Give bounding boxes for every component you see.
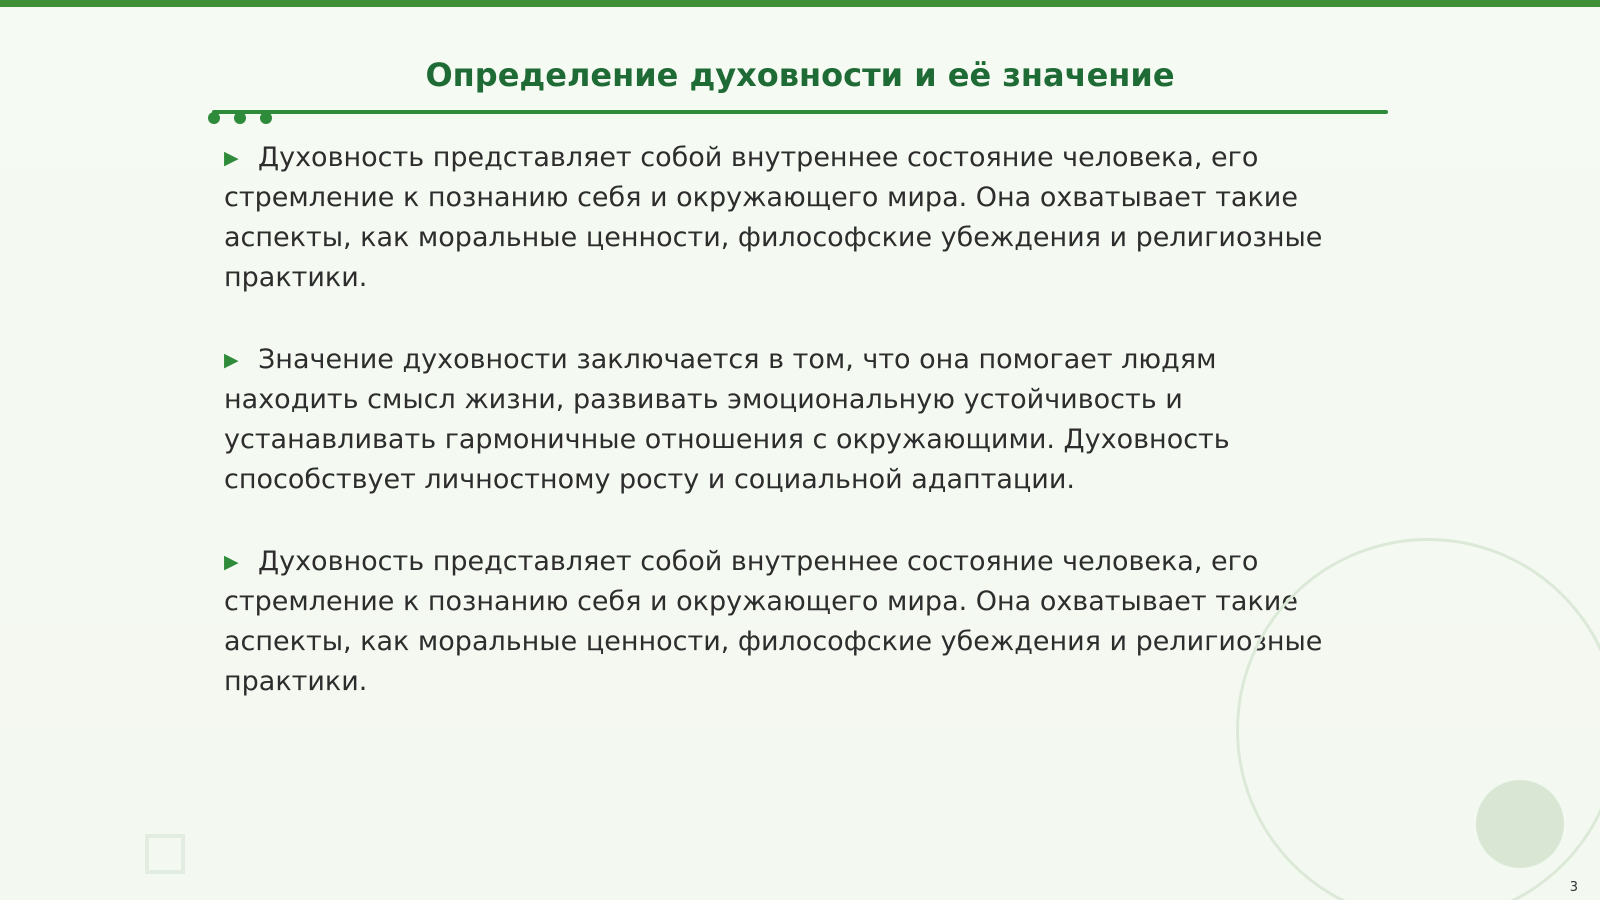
bullet-item (224, 542, 1344, 702)
bullet-arrow-icon: ▶ (224, 147, 239, 169)
bullet-text: Духовность представляет собой внутреннее состояние человека, его стремление к познанию себя и окружающего мира. Она охватывает такие аспекты, как моральные ценности, философские убеждения и религиозные практики. (224, 142, 1323, 293)
bullet-list (224, 138, 1344, 744)
decorative-circle (1476, 780, 1564, 868)
bullet-text: Духовность представляет собой внутреннее состояние человека, его стремление к познанию себя и окружающего мира. Она охватывает такие аспекты, как моральные ценности, философские убеждения и религиозные практики. (224, 546, 1323, 697)
title-decoration-dot (260, 112, 272, 124)
bullet-item (224, 340, 1344, 500)
bullet-arrow-icon: ▶ (224, 349, 239, 371)
bullet-item (224, 138, 1344, 298)
slide-title: Определение духовности и её значение (425, 56, 1175, 94)
bullet-arrow-icon: ▶ (224, 551, 239, 573)
top-accent-bar (0, 0, 1600, 7)
page-number: 3 (1569, 880, 1578, 895)
bullet-text: Значение духовности заключается в том, что она помогает людям находить смысл жизни, развивать эмоциональную устойчивость и устанавливать гармоничные отношения с окружающими. Духовность способствует личностному росту и социальной адаптации. (224, 344, 1230, 495)
title-underline (212, 110, 1388, 114)
title-decoration-dot (234, 112, 246, 124)
decorative-square (145, 834, 185, 874)
title-decoration-dot (208, 112, 220, 124)
